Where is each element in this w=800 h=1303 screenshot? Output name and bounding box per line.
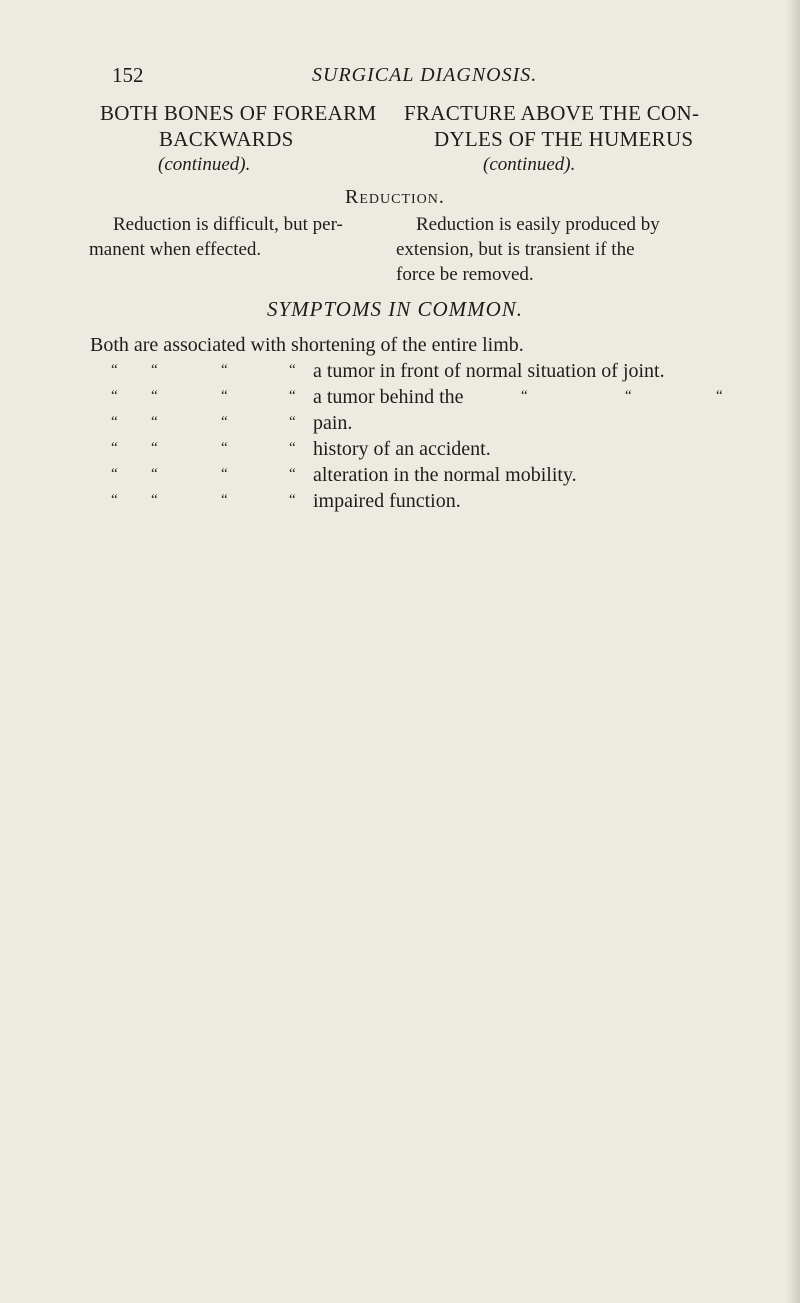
ditto-mark: “ bbox=[111, 440, 118, 456]
right-column-title-line2: DYLES OF THE HUMERUS bbox=[434, 127, 694, 151]
ditto-mark: “ bbox=[221, 388, 228, 404]
ditto-mark: “ bbox=[289, 388, 296, 404]
ditto-mark: “ bbox=[221, 362, 228, 378]
ditto-mark: “ bbox=[221, 492, 228, 508]
ditto-mark: “ bbox=[289, 492, 296, 508]
symptom-row bbox=[0, 386, 800, 412]
right-reduction-line2: extension, but is transient if the bbox=[396, 239, 635, 260]
left-column-title-line1: BOTH BONES OF FOREARM bbox=[100, 101, 377, 125]
symptom-text: impaired function. bbox=[313, 490, 461, 512]
ditto-mark: “ bbox=[289, 362, 296, 378]
symptoms-in-common-heading: SYMPTOMS IN COMMON. bbox=[267, 297, 524, 321]
ditto-mark: “ bbox=[521, 388, 528, 404]
left-column-subtitle: (continued). bbox=[158, 154, 251, 175]
symptom-row bbox=[0, 360, 800, 386]
symptom-row bbox=[0, 438, 800, 464]
symptom-row bbox=[0, 464, 800, 490]
symptom-row bbox=[0, 412, 800, 438]
left-reduction-line2: manent when effected. bbox=[89, 239, 262, 260]
ditto-mark: “ bbox=[289, 414, 296, 430]
ditto-mark: “ bbox=[111, 388, 118, 404]
ditto-mark: “ bbox=[151, 362, 158, 378]
running-head: SURGICAL DIAGNOSIS. bbox=[312, 64, 538, 86]
symptom-text: a tumor behind the bbox=[313, 386, 464, 408]
reduction-heading-text: Reduction. bbox=[345, 186, 445, 208]
ditto-mark: “ bbox=[151, 466, 158, 482]
ditto-mark: “ bbox=[716, 388, 723, 404]
ditto-mark: “ bbox=[151, 492, 158, 508]
page-number: 152 bbox=[112, 63, 144, 87]
page-edge-shadow bbox=[786, 0, 800, 1303]
ditto-mark: “ bbox=[221, 466, 228, 482]
ditto-mark: “ bbox=[151, 440, 158, 456]
symptoms-intro-line: Both are associated with shortening of the entire limb. bbox=[90, 334, 524, 356]
ditto-mark: “ bbox=[111, 414, 118, 430]
ditto-mark: “ bbox=[289, 466, 296, 482]
ditto-mark: “ bbox=[221, 414, 228, 430]
left-column-title-line2: BACKWARDS bbox=[159, 127, 294, 151]
symptom-text: pain. bbox=[313, 412, 353, 434]
symptom-row bbox=[0, 490, 800, 516]
right-column-subtitle: (continued). bbox=[483, 154, 576, 175]
right-reduction-line3: force be removed. bbox=[396, 264, 534, 285]
right-reduction-line1: Reduction is easily produced by bbox=[416, 214, 660, 235]
right-column-title-line1: FRACTURE ABOVE THE CON- bbox=[404, 101, 700, 125]
ditto-mark: “ bbox=[625, 388, 632, 404]
reduction-heading bbox=[345, 186, 445, 209]
ditto-mark: “ bbox=[111, 492, 118, 508]
ditto-mark: “ bbox=[151, 388, 158, 404]
ditto-mark: “ bbox=[289, 440, 296, 456]
ditto-mark: “ bbox=[151, 414, 158, 430]
symptom-text: alteration in the normal mobility. bbox=[313, 464, 577, 486]
ditto-mark: “ bbox=[111, 362, 118, 378]
ditto-mark: “ bbox=[221, 440, 228, 456]
ditto-mark: “ bbox=[111, 466, 118, 482]
symptom-text: history of an accident. bbox=[313, 438, 491, 460]
symptom-text: a tumor in front of normal situation of joint. bbox=[313, 360, 665, 382]
left-reduction-line1: Reduction is difficult, but per- bbox=[113, 214, 343, 235]
